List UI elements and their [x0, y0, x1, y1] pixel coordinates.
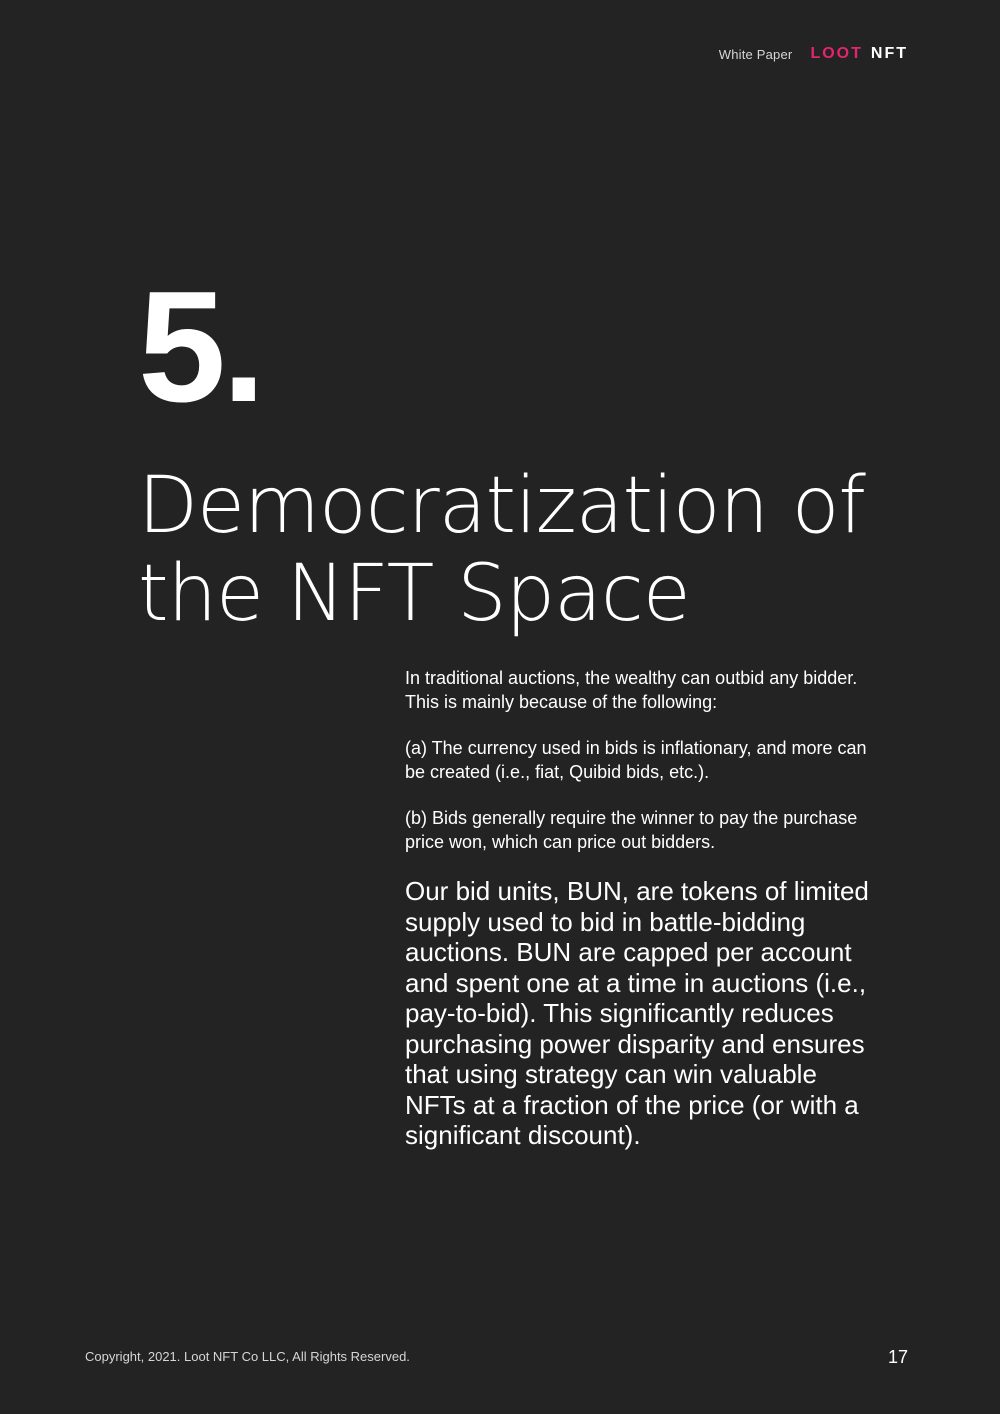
page-number: 17 [887, 1347, 908, 1367]
loot-nft-logo [810, 46, 908, 62]
section-title: Democratization of the NFT Space [138, 461, 865, 639]
logo-loot-text: LOOT [810, 45, 863, 62]
point-b-paragraph: (b) Bids generally require the winner to pay the purchase price won, which can price out bidders. [405, 808, 858, 852]
logo-nft-text: NFT [870, 45, 908, 62]
section-number: 5. [138, 259, 262, 435]
point-a-paragraph: (a) The currency used in bids is inflationary, and more can be created (i.e., fiat, Quibid bids, etc.). [405, 738, 867, 782]
intro-paragraph: In traditional auctions, the wealthy can outbid any bidder. This is mainly because of the following: [405, 668, 858, 712]
page-header [719, 46, 908, 62]
header-label: White Paper [718, 46, 793, 62]
body-column [405, 666, 875, 1151]
footer-copyright: Copyright, 2021. Loot NFT Co LLC, All Rights Reserved. [85, 1349, 410, 1364]
highlight-paragraph: Our bid units, BUN, are tokens of limited supply used to bid in battle-bidding auctions. BUN are capped per account and spent one at a time in auctions (i.e., pay-to-bid). This significantly reduces purchasing power disparity and ensures that using strategy can win valuable NFTs at a fraction of the price (or with a significant discount). [405, 876, 869, 1150]
